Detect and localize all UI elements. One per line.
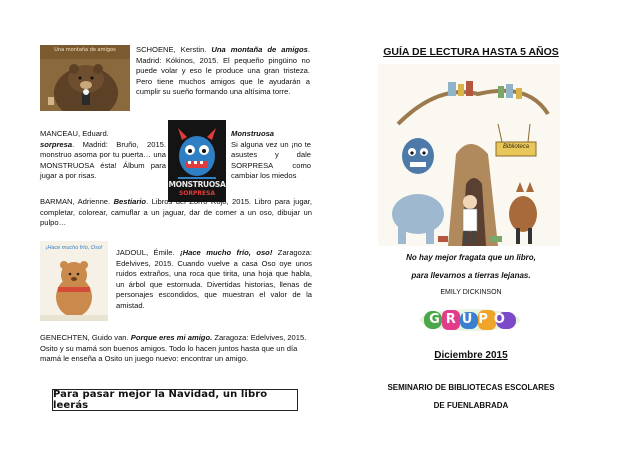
book-author: SCHOENE, Kerstin.: [136, 45, 207, 54]
book-entry-manceau: [40, 129, 166, 182]
book-title: Porque eres mi amigo.: [130, 333, 213, 342]
book-title-part-b: sorpresa: [40, 139, 73, 149]
month-date: Diciembre 2015: [434, 350, 508, 361]
cover-title-text: Una montaña de amigos: [54, 47, 116, 53]
book-author: BARMAN, Adrienne.: [40, 197, 111, 206]
cover-title-text: ¡Hace mucho frío, Oso!: [45, 245, 103, 251]
quote-author: EMILY DICKINSON: [440, 289, 502, 296]
book-author: GENECHTEN, Guido van.: [40, 333, 129, 342]
book-cover-hace-mucho-frio: [40, 241, 108, 321]
cover-subtitle-text: SORPRESA: [178, 190, 216, 197]
book-details: Zaragoza: Edelvives, 2015. Cuando vuelve a casa Oso oye unos ruidos extraños, una roca que tirita, una hoja que habla, un árbol que estornuda. Divertidas historias, llenas de personajes escondidos, que muestran el valor de la amistad.: [116, 248, 312, 310]
book-title: Una montaña de amigos: [211, 45, 308, 54]
book-details: . Madrid: Kókinos, 2015. El pequeño pingüino no puede volar y eso le produce una gran tristeza. Pero tiene muchos amigos que le ayudarán a cumplir su sueño formando una altísima torre.: [136, 45, 310, 97]
book-entry-schoene: [136, 45, 310, 98]
book-entry-manceau-right: [231, 129, 311, 182]
book-title: ¡Hace mucho frío, oso!: [180, 248, 273, 257]
book-details-left: . Madrid: Bruño, 2015. monstruo asoma por tu puerta… una MONSTRUOSA ésta! Álbum para jugar a por risas.: [40, 139, 166, 181]
library-tree-illustration: [378, 64, 560, 246]
grupo-logo: [418, 307, 522, 333]
organization-line-1: SEMINARIO DE BIBLIOTECAS ESCOLARES: [387, 383, 555, 392]
organization-line-2: DE FUENLABRADA: [433, 401, 509, 410]
book-entry-genechten: [40, 333, 312, 365]
tree-library-drawing: [378, 64, 560, 246]
quote-line-2: para llevarnos a tierras lejanas.: [411, 271, 531, 280]
book-details: Zaragoza: Edelvives, 2015. Osito y su mamá son buenos amigos. Todo lo hacen juntos hasta que un día mamá le enseña a Osito un juego nuevo: encontrar un amigo.: [40, 333, 307, 364]
book-author: JADOUL, Émile.: [116, 248, 175, 257]
bear-cover-illustration: [40, 45, 130, 111]
book-cover-monstruosa: [168, 120, 226, 202]
book-title-part-a: Monstruosa: [231, 129, 275, 138]
book-author: MANCEAU, Eduard.: [40, 129, 109, 138]
tree-sign-text: Biblioteca: [502, 144, 529, 150]
cover-title-text: MONSTRUOSA: [168, 180, 226, 189]
guide-title: GUÍA DE LECTURA HASTA 5 AÑOS: [383, 46, 559, 58]
quote-line-1: No hay mejor fragata que un libro,: [406, 253, 536, 262]
book-details: . Libros del Zorro Rojo, 2015. Libro para jugar, completar, colorear, camuflar a un jaguar, dar de comer a un oso, dibujar un pulpo…: [40, 197, 312, 228]
slogan-text: Para pasar mejor la Navidad, un libro leerás: [53, 389, 268, 411]
bear-snow-cover-illustration: [40, 241, 108, 321]
book-title: Bestiario: [113, 197, 147, 206]
slogan-box: [52, 389, 298, 411]
book-entry-barman: [40, 197, 312, 229]
book-cover-una-montana: [40, 45, 130, 111]
book-details-right: Si alguna vez un ¡no te asustes y dale SORPRESA como cambiar los miedos: [231, 139, 311, 181]
grupo-logo-text: GRUPO: [429, 312, 511, 327]
book-entry-jadoul: [116, 248, 312, 312]
